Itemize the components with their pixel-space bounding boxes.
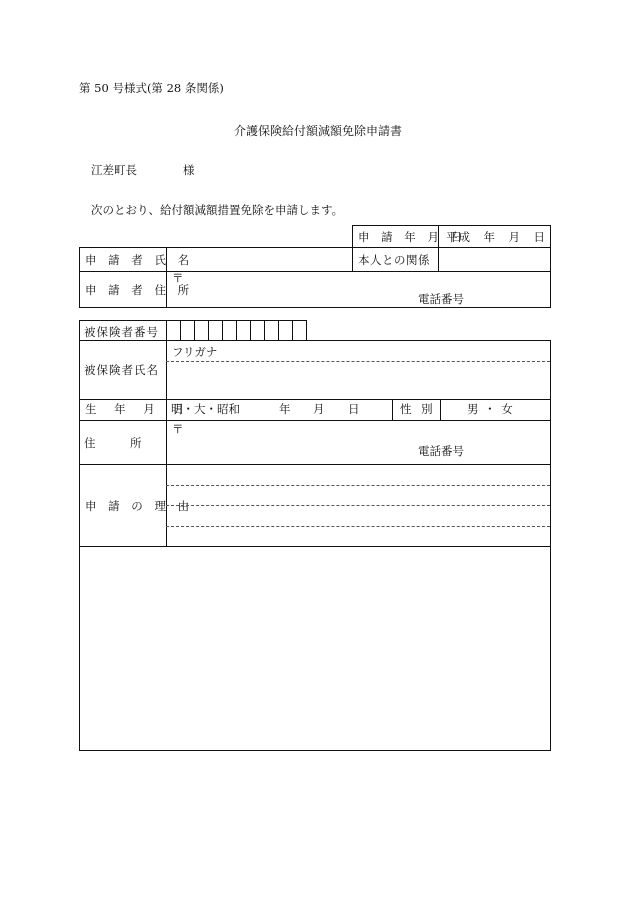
- insured-number-label: 被保険者番号: [84, 325, 159, 339]
- era-options[interactable]: 明・大・昭和: [171, 402, 240, 416]
- insured-address-label: 住 所: [84, 436, 142, 450]
- relationship-label: 本人との関係: [358, 253, 430, 267]
- insured-name-label: 被保険者氏名: [84, 363, 159, 377]
- addressee-honorific: 様: [183, 163, 195, 177]
- relationship-field[interactable]: [440, 249, 549, 269]
- reason-field[interactable]: [168, 466, 548, 545]
- reason-label: 申 請 の 理 由: [85, 499, 194, 513]
- insured-name-field[interactable]: [168, 363, 548, 397]
- insured-phone-label: 電話番号: [418, 444, 464, 458]
- application-date-label: 申 請 年 月 日: [358, 230, 467, 244]
- birth-date-label: 生 年 月 日: [85, 402, 191, 416]
- birth-day-label: 日: [348, 402, 360, 416]
- birth-month-label: 月: [313, 402, 325, 416]
- applicant-address-field[interactable]: [168, 273, 548, 305]
- applicant-name-field[interactable]: [168, 249, 350, 269]
- furigana-label: フリガナ: [172, 345, 218, 359]
- sex-label: 性 別: [400, 402, 436, 416]
- birth-year-label: 年: [279, 402, 291, 416]
- remarks-box[interactable]: [79, 546, 551, 751]
- application-date-field[interactable]: 平成 年 月 日: [446, 230, 546, 244]
- applicant-address-label: 申 請 者 住 所: [85, 283, 194, 297]
- applicant-name-label: 申 請 者 氏 名: [85, 253, 194, 267]
- addressee-name: 江差町長: [91, 163, 137, 177]
- insured-address-field[interactable]: [168, 422, 548, 462]
- postal-mark: 〒: [172, 271, 184, 285]
- sex-options[interactable]: 男 ・ 女: [467, 402, 514, 416]
- insured-number-field[interactable]: [167, 321, 306, 340]
- form-number: 第 50 号様式(第 28 条関係): [79, 81, 224, 95]
- intro-text: 次のとおり、給付額減額措置免除を申請します。: [91, 203, 344, 217]
- applicant-phone-label: 電話番号: [418, 292, 464, 306]
- form-title: 介護保険給付額減額免除申請書: [234, 124, 403, 138]
- insured-postal-mark: 〒: [172, 422, 184, 436]
